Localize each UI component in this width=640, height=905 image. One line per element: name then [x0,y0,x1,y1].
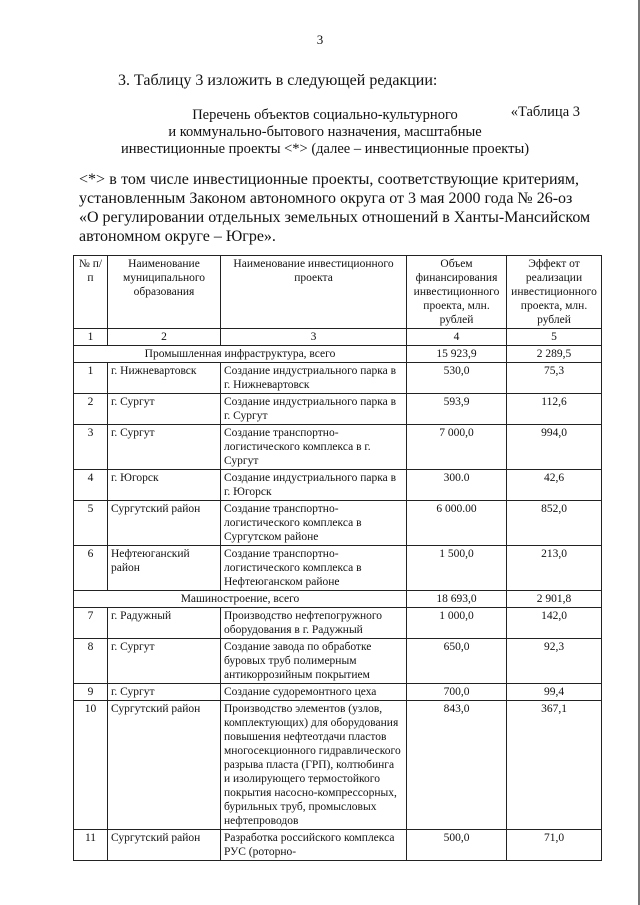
row-num: 7 [74,608,108,639]
row-project: Создание транспортно-логистического комплекса в г. Сургут [221,425,407,470]
row-num: 3 [74,425,108,470]
row-municipality: г. Нижневартовск [108,363,221,394]
table-row [74,608,602,639]
footnote-line: «О регулировании отдельных земельных отношений в Ханты-Мансийском [79,209,591,226]
row-effect: 112,6 [507,394,602,425]
list-title-line: и коммунально-бытового назначения, масштабные [168,124,482,140]
row-municipality: Сургутский район [108,501,221,546]
row-effect: 994,0 [507,425,602,470]
row-num: 1 [74,363,108,394]
table-row [74,394,602,425]
investment-projects-table [73,255,602,861]
table-row [74,639,602,684]
row-num: 8 [74,639,108,684]
header-effect: Эффект от реализации инвестиционного проекта, млн. рублей [507,256,602,329]
row-project: Создание индустриального парка в г. Сургут [221,394,407,425]
table-row [74,830,602,861]
footnote-line: <*> в том числе инвестиционные проекты, соответствующие критериям, [79,171,579,188]
row-project: Создание транспортно-логистического комплекса в Нефтеюганском районе [221,546,407,591]
footnote-line: автономном округе – Югре». [79,228,276,245]
row-num: 11 [74,830,108,861]
header-municipality: Наименование муниципального образования [108,256,221,329]
row-project: Создание транспортно-логистического комплекса в Сургутском районе [221,501,407,546]
row-effect: 92,3 [507,639,602,684]
row-project: Создание индустриального парка в г. Нижневартовск [221,363,407,394]
row-volume: 7 000,0 [407,425,507,470]
row-municipality: Сургутский район [108,830,221,861]
section-effect: 2 289,5 [507,346,602,363]
section-row [74,591,602,608]
section-title: Машиностроение, всего [74,591,407,608]
row-municipality: Сургутский район [108,701,221,830]
table-row [74,701,602,830]
row-num: 9 [74,684,108,701]
row-volume: 1 500,0 [407,546,507,591]
row-effect: 367,1 [507,701,602,830]
table-row [74,425,602,470]
table-row [74,546,602,591]
header-project: Наименование инвестиционного проекта [221,256,407,329]
row-municipality: Нефтеюганский район [108,546,221,591]
row-project: Разработка российского комплекса РУС (роторно- [221,830,407,861]
header-num: № п/п [74,256,108,329]
row-effect: 99,4 [507,684,602,701]
row-volume: 500,0 [407,830,507,861]
list-title-line: инвестиционные проекты <*> (далее – инвестиционные проекты) [120,141,530,157]
row-municipality: г. Югорск [108,470,221,501]
row-num: 4 [74,470,108,501]
section-title: Промышленная инфраструктура, всего [74,346,407,363]
header-volume: Объем финансирования инвестиционного проекта, млн. рублей [407,256,507,329]
row-volume: 650,0 [407,639,507,684]
table-row [74,501,602,546]
row-effect: 142,0 [507,608,602,639]
list-title [110,107,540,158]
row-volume: 700,0 [407,684,507,701]
row-project: Создание завода по обработке буровых труб полимерным антикоррозийным покрытием [221,639,407,684]
list-title-line: Перечень объектов социально-культурного [192,107,458,123]
row-volume: 300.0 [407,470,507,501]
footnote-line: установленным Законом автономного округа от 3 мая 2000 года № 26-оз [79,190,573,207]
column-number-row [74,329,602,346]
row-effect: 852,0 [507,501,602,546]
row-project: Создание судоремонтного цеха [221,684,407,701]
row-project: Производство элементов (узлов, комплектующих) для оборудования повышения нефтеотдачи пластов многосекционного гидравлического разрыва пласта (ГРП), колтюбинга и изолирующего термостойкого покрытия насосно-компрессорных, бурильных труб, промысловых нефтепроводов [221,701,407,830]
row-volume: 593,9 [407,394,507,425]
row-num: 2 [74,394,108,425]
page-number: 3 [316,32,324,47]
row-volume: 843,0 [407,701,507,830]
row-effect: 42,6 [507,470,602,501]
row-volume: 1 000,0 [407,608,507,639]
row-municipality: г. Сургут [108,684,221,701]
column-number: 2 [108,329,221,346]
row-project: Создание индустриального парка в г. Югорск [221,470,407,501]
row-municipality: г. Радужный [108,608,221,639]
row-municipality: г. Сургут [108,639,221,684]
table-row [74,470,602,501]
row-municipality: г. Сургут [108,394,221,425]
row-volume: 530,0 [407,363,507,394]
row-volume: 6 000.00 [407,501,507,546]
row-num: 5 [74,501,108,546]
table-row [74,363,602,394]
row-effect: 71,0 [507,830,602,861]
column-number: 3 [221,329,407,346]
row-num: 10 [74,701,108,830]
section-volume: 18 693,0 [407,591,507,608]
row-effect: 213,0 [507,546,602,591]
row-municipality: г. Сургут [108,425,221,470]
column-number: 4 [407,329,507,346]
section-volume: 15 923,9 [407,346,507,363]
column-number: 1 [74,329,108,346]
column-number: 5 [507,329,602,346]
section-effect: 2 901,8 [507,591,602,608]
table-row [74,684,602,701]
row-effect: 75,3 [507,363,602,394]
header-row [74,256,602,329]
row-project: Производство нефтепогружного оборудования в г. Радужный [221,608,407,639]
amendment-heading: 3. Таблицу 3 изложить в следующей редакции: [118,72,438,89]
row-num: 6 [74,546,108,591]
section-row [74,346,602,363]
table-reference: «Таблица 3 [510,104,580,120]
footnote [79,170,591,246]
